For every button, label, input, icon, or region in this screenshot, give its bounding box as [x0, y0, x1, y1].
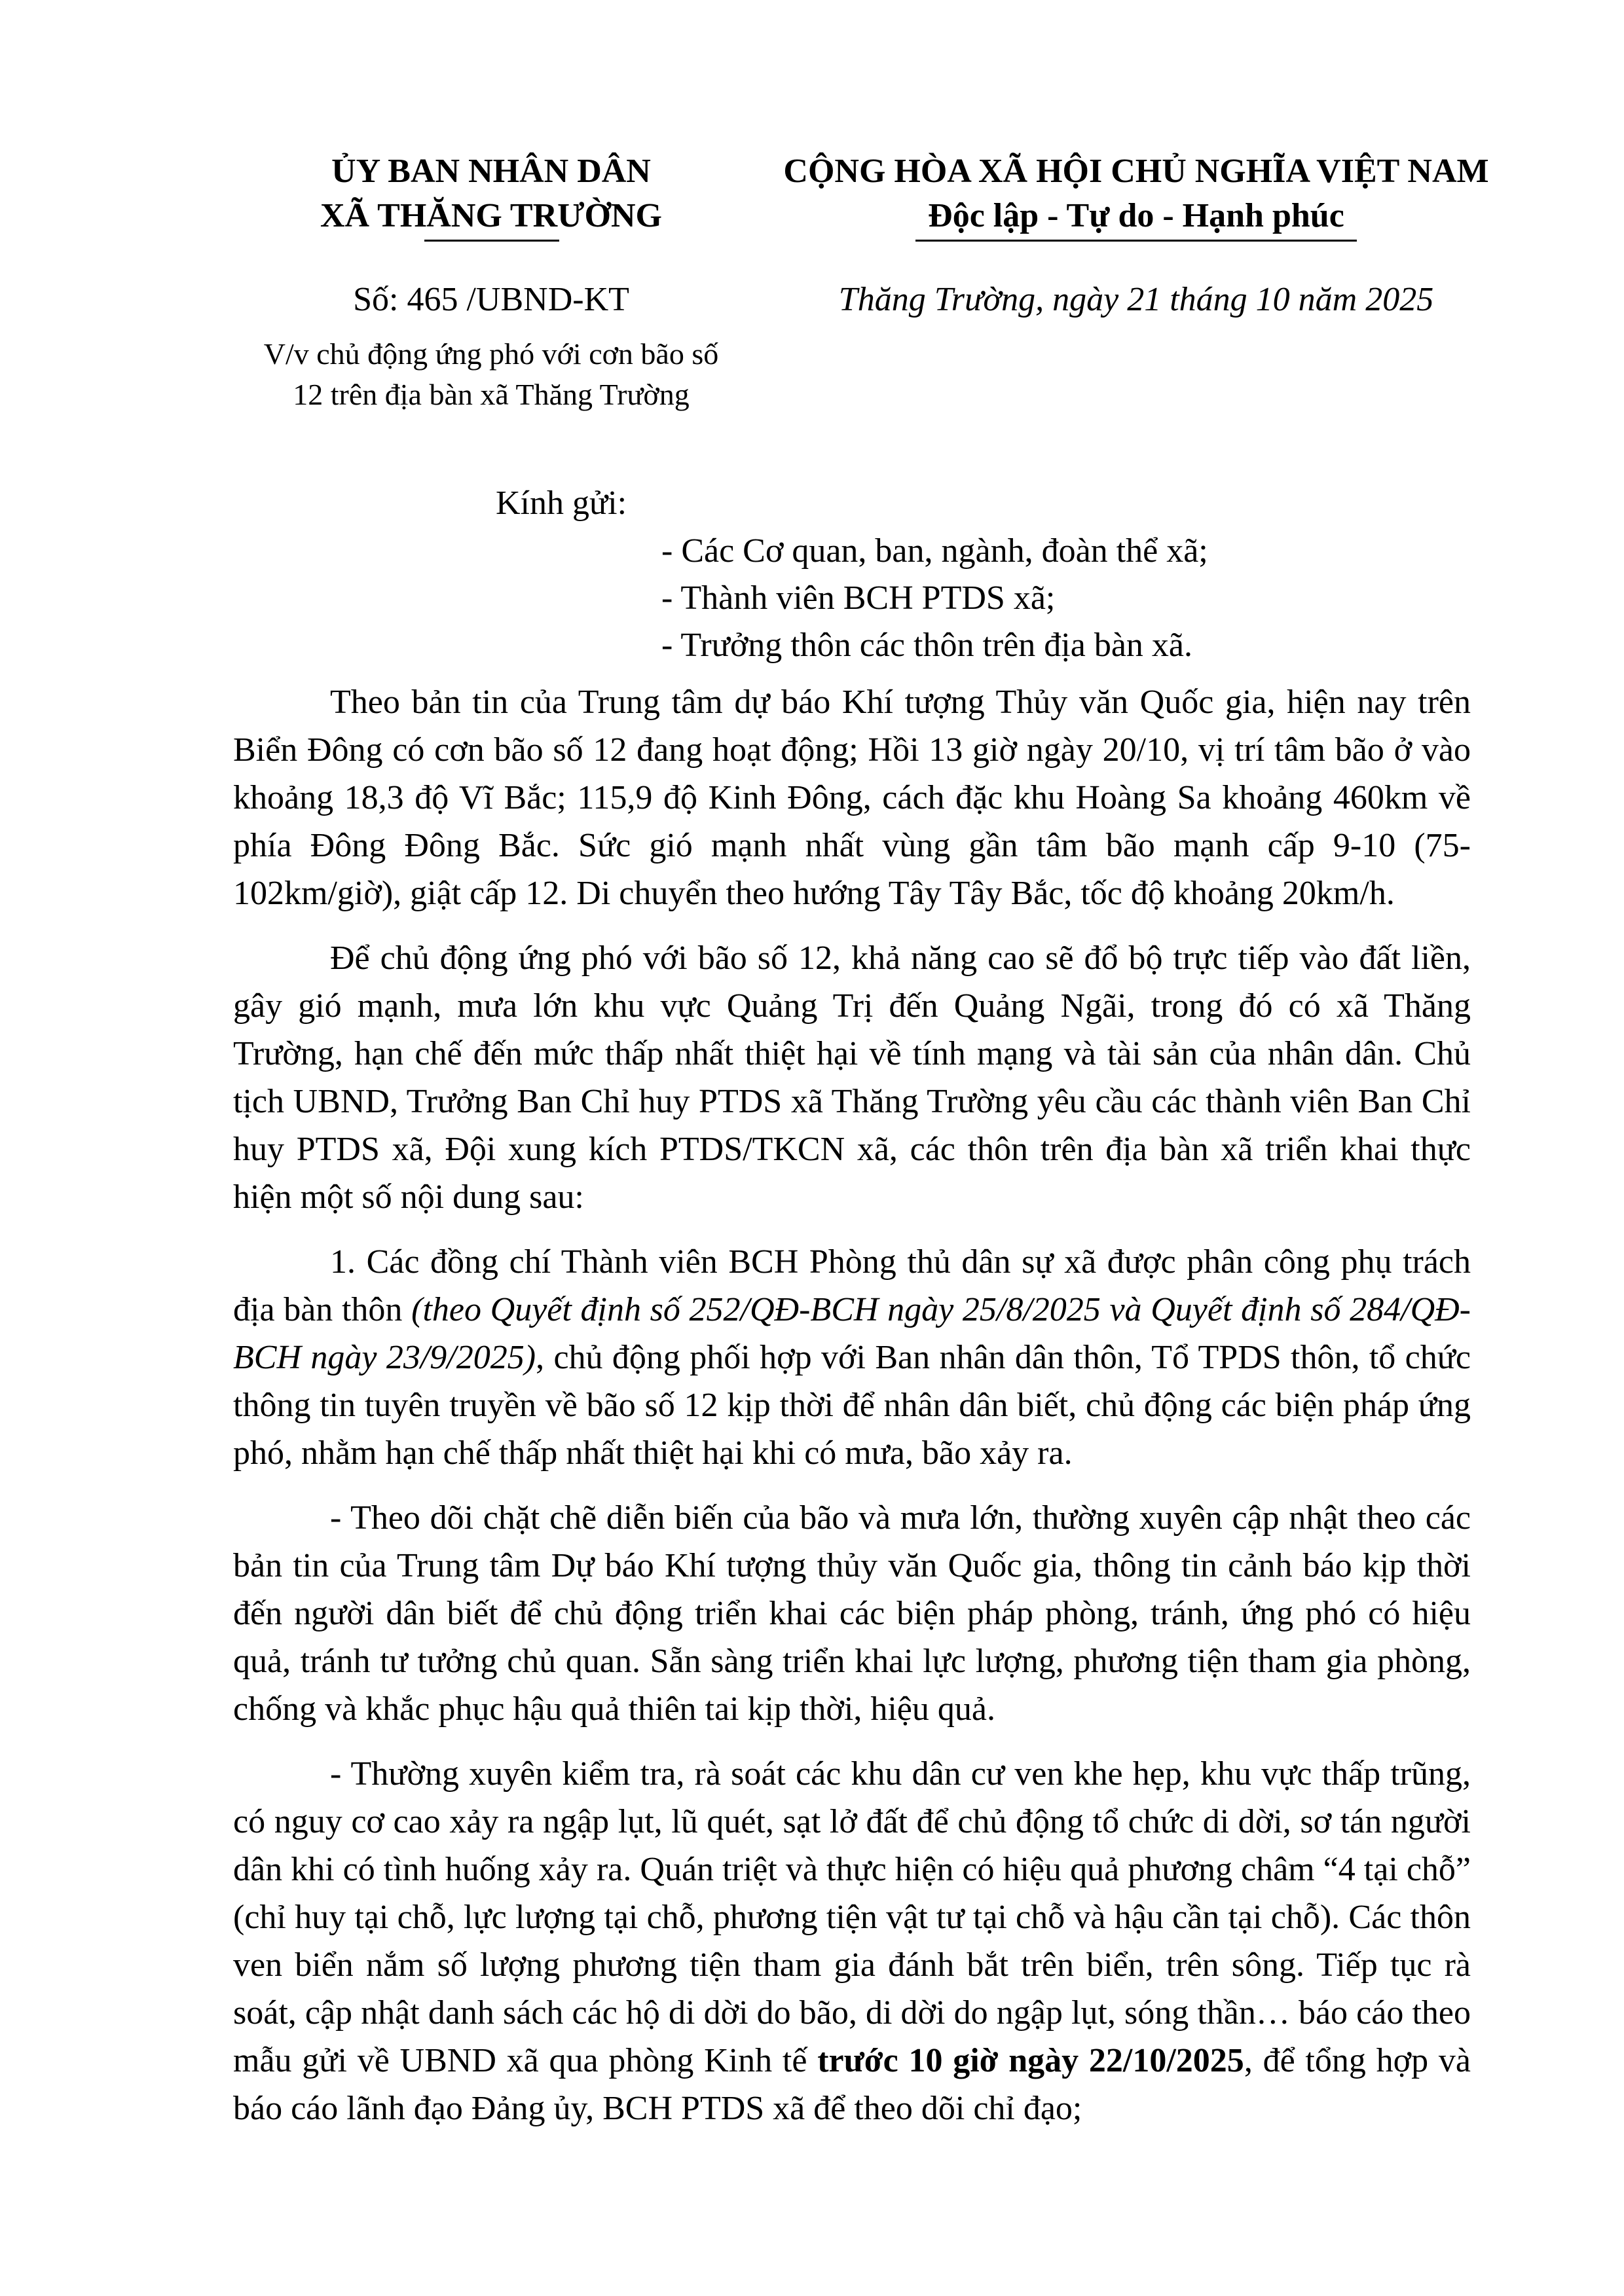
document-subject [236, 334, 747, 415]
national-title [753, 149, 1519, 238]
recipients-label: Kính gửi: [496, 484, 627, 522]
inspection-text-a: - Thường xuyên kiểm tra, rà soát các khu dân cư ven khe hẹp, khu vực thấp trũng, có nguy cơ cao xảy ra ngập lụt, lũ quét, sạt lở đất để chủ động tổ chức di dời, sơ tán người dân khi có tình huống xảy ra. Quán triệt và thực hiện có hiệu quả phương châm “4 tại chỗ” (chỉ huy tại chỗ, lực lượng tại chỗ, phương tiện vật tư tại chỗ và hậu cần tại chỗ). Các thôn ven biển nắm số lượng phương tiện tham gia đánh bắt trên biển, trên sông. Tiếp tục rà soát, cập nhật danh sách các hộ di dời do bão, di dời do ngập lụt, sóng thần… báo cáo theo mẫu gửi về UBND xã qua phòng Kinh tế [233, 1755, 1471, 2079]
item-1-decision-ref: (theo Quyết định số 252/QĐ-BCH ngày 25/8/2025 và Quyết định số 284/QĐ-BCH ngày 23/9/2025) [233, 1291, 1471, 1376]
agency-line-2: XÃ THĂNG TRƯỜNG [320, 197, 662, 234]
agency-line-1: ỦY BAN NHÂN DÂN [331, 153, 651, 190]
motto-underline [915, 240, 1357, 242]
nation-line-2: Độc lập - Tự do - Hạnh phúc [928, 197, 1344, 234]
nation-line-1: CỘNG HÒA XÃ HỘI CHỦ NGHĨA VIỆT NAM [783, 153, 1489, 190]
item-1-text-c: , chủ động phối hợp với Ban nhân dân thôn, Tổ TPDS thôn, tổ chức thông tin tuyên truyền về bão số 12 kịp thời để nhân dân biết, chủ động các biện pháp ứng phó, nhằm hạn chế thấp nhất thiệt hại khi có mưa, bão xảy ra. [233, 1339, 1471, 1472]
subject-line-1: V/v chủ động ứng phó với cơn bão số [263, 337, 719, 371]
paragraph-storm-info: Theo bản tin của Trung tâm dự báo Khí tượng Thủy văn Quốc gia, hiện nay trên Biển Đông có cơn bão số 12 đang hoạt động; Hồi 13 giờ ngày 20/10, vị trí tâm bão ở vào khoảng 18,3 độ Vĩ Bắc; 115,9 độ Kinh Đông, cách đặc khu Hoàng Sa khoảng 460km về phía Đông Đông Bắc. Sức gió mạnh nhất vùng gần tâm bão mạnh cấp 9-10 (75-102km/giờ), giật cấp 12. Di chuyển theo hướng Tây Tây Bắc, tốc độ khoảng 20km/h. [233, 683, 1471, 912]
paragraph-request: Để chủ động ứng phó với bão số 12, khả năng cao sẽ đổ bộ trực tiếp vào đất liền, gây gió mạnh, mưa lớn khu vực Quảng Trị đến Quảng Ngãi, trong đó có xã Thăng Trường, hạn chế đến mức thấp nhất thiệt hại về tính mạng và tài sản của nhân dân. Chủ tịch UBND, Trưởng Ban Chỉ huy PTDS xã Thăng Trường yêu cầu các thành viên Ban Chỉ huy PTDS xã, Đội xung kích PTDS/TKCN xã, các thôn trên địa bàn xã triển khai thực hiện một số nội dung sau: [233, 939, 1471, 1216]
inspection-text-c: , để tổng hợp và báo cáo lãnh đạo Đảng ủy, BCH PTDS xã để theo dõi chỉ đạo; [233, 2042, 1471, 2127]
recipient-item: - Thành viên BCH PTDS xã; [661, 579, 1056, 617]
recipients-list [661, 528, 1208, 669]
inspection-deadline: trước 10 giờ ngày 22/10/2025 [817, 2042, 1244, 2079]
paragraph-item-1 [233, 1238, 1471, 1477]
paragraph-inspection [233, 1750, 1471, 2132]
agency-underline [424, 240, 559, 242]
document-body [233, 678, 1471, 2149]
recipient-item: - Các Cơ quan, ban, ngành, đoàn thể xã; [661, 532, 1208, 570]
document-number: Số: 465 /UBND-KT [353, 281, 629, 318]
issue-date: Thăng Trường, ngày 21 tháng 10 năm 2025 [838, 281, 1434, 318]
paragraph-monitoring: - Theo dõi chặt chẽ diễn biến của bão và mưa lớn, thường xuyên cập nhật theo các bản tin của Trung tâm Dự báo Khí tượng thủy văn Quốc gia, thông tin cảnh báo kịp thời đến người dân biết để chủ động triển khai các biện pháp phòng, tránh, ứng phó có hiệu quả, tránh tư tưởng chủ quan. Sẵn sàng triển khai lực lượng, phương tiện tham gia phòng, chống và khắc phục hậu quả thiên tai kịp thời, hiệu quả. [233, 1499, 1471, 1728]
recipient-item: - Trưởng thôn các thôn trên địa bàn xã. [661, 627, 1192, 664]
issuing-agency [236, 149, 747, 238]
subject-line-2: 12 trên địa bàn xã Thăng Trường [293, 378, 690, 411]
item-1-text-a: 1. Các đồng chí Thành viên BCH Phòng thủ dân sự xã được phân công phụ trách địa bàn thôn [233, 1243, 1471, 1328]
